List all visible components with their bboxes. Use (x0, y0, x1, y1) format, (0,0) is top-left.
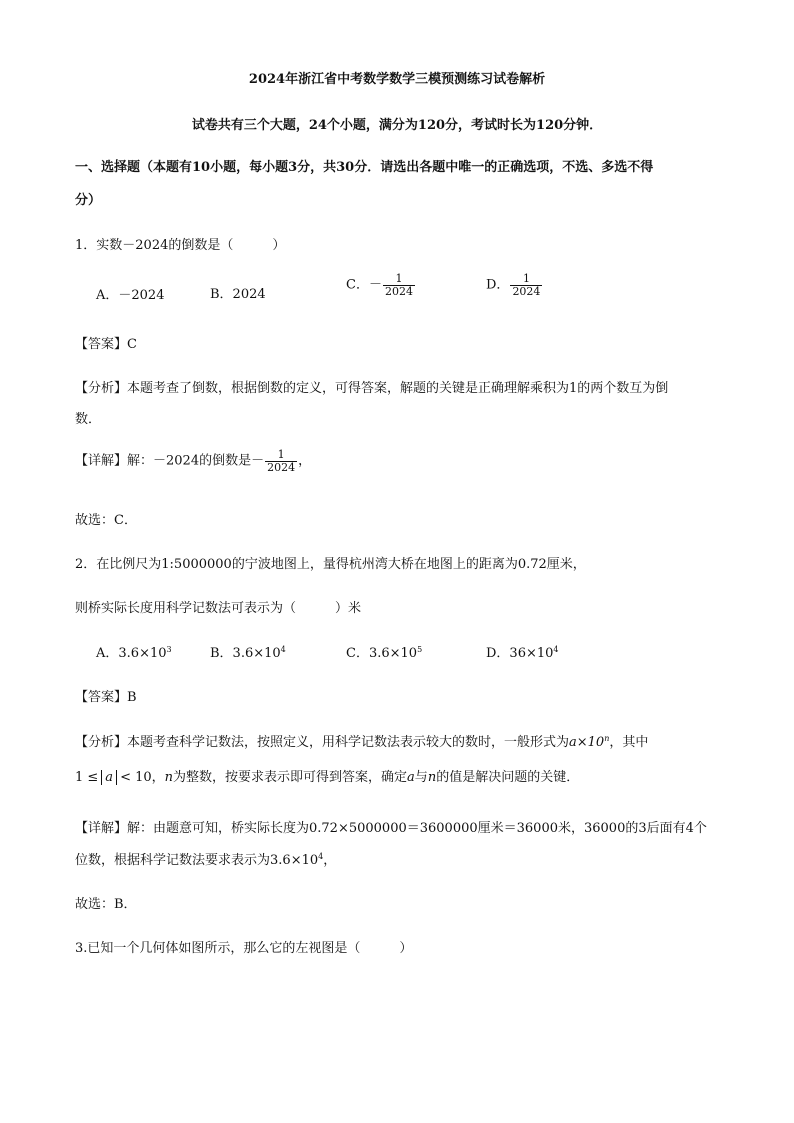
detail-text: 位数，根据科学记数法要求表示为 (75, 853, 271, 868)
section-heading-line2: 分） (75, 193, 102, 208)
detail-fraction (265, 449, 297, 473)
question-2-detail-line2 (75, 849, 336, 868)
question-1-analysis-line1: 【分析】本题考查了倒数，根据倒数的定义，可得答案，解题的关键是正确理解乘积为1的两个数互为倒 (75, 381, 669, 396)
option-b-base: B．3.6×10 (210, 646, 281, 661)
question-1-option-d (486, 273, 543, 297)
option-d-base: D．36×10 (486, 646, 554, 661)
option-a-exponent: 3 (166, 645, 172, 654)
question-1-option-b: B．2024 (210, 287, 266, 302)
question-2-detail-line1: 【详解】解：由题意可知，桥实际长度为0.72×5000000＝3600000厘米＝36000米，36000的3后面有4个 (75, 821, 707, 836)
fraction-denominator: 2024 (384, 284, 413, 298)
exam-intro: 试卷共有三个大题，24个小题，满分为120分，考试时长为120分钟． (191, 118, 603, 133)
question-1-answer: 【答案】C (75, 337, 137, 352)
option-d-fraction (510, 273, 542, 297)
question-2-option-a (96, 642, 172, 661)
variable-n-2: n (427, 770, 437, 785)
detail-suffix: ， (298, 453, 312, 469)
detail-end: ， (323, 853, 337, 868)
question-2-stem-line2: 则桥实际长度用科学记数法可表示为（ ）米 (75, 601, 362, 616)
analysis-formula-exponent: n (604, 734, 610, 743)
question-2-analysis-line1 (75, 731, 648, 750)
section-heading-line1: 一、选择题（本题有10小题，每小题3分，共30分．请选出各题中唯一的正确选项，不选、多选不得 (75, 160, 654, 175)
analysis-text-tail: 的值是解决问题的关键． (436, 770, 580, 785)
question-1-option-c (346, 273, 416, 297)
question-1-stem: 1．实数－2024的倒数是（ ） (75, 238, 286, 253)
question-2-option-c (346, 642, 422, 661)
question-1-analysis-line2: 数． (75, 412, 102, 427)
absolute-value-a: a (101, 770, 117, 785)
analysis-formula-base: a×10 (569, 735, 605, 750)
option-d-label: D． (486, 277, 510, 293)
option-c-fraction (383, 273, 415, 297)
question-2-choose: 故选：B． (75, 897, 137, 912)
option-c-exponent: 5 (417, 645, 423, 654)
question-1-detail (75, 449, 311, 473)
question-2-option-d (486, 642, 559, 661)
question-2-option-b (210, 642, 286, 661)
question-1-option-a: A．－2024 (96, 288, 165, 303)
option-c-label: C．－ (346, 277, 382, 293)
question-1-choose: 故选：C． (75, 513, 137, 528)
fraction-denominator: 2024 (512, 284, 541, 298)
option-a-base: A．3.6×10 (96, 646, 167, 661)
detail-formula-exponent: 4 (318, 852, 324, 861)
option-b-exponent: 4 (280, 645, 286, 654)
fraction-numerator: 1 (395, 272, 403, 285)
document-title: 2024年浙江省中考数学数学三模预测练习试卷解析 (248, 72, 546, 87)
option-c-base: C．3.6×10 (346, 646, 418, 661)
variable-a: a (407, 770, 415, 785)
analysis-text-end: ，其中 (609, 735, 649, 750)
detail-formula-base: 3.6×10 (270, 853, 319, 868)
detail-text: 【详解】解：－2024的倒数是－ (75, 453, 265, 469)
fraction-numerator: 1 (522, 272, 530, 285)
analysis-text-middle: 为整数，按要求表示即可得到答案，确定 (173, 770, 408, 785)
option-d-exponent: 4 (553, 645, 559, 654)
question-2-answer: 【答案】B (75, 690, 137, 705)
variable-n: n (164, 770, 174, 785)
question-2-analysis-line2 (75, 766, 579, 785)
analysis-with: 与 (414, 770, 428, 785)
fraction-numerator: 1 (277, 448, 285, 461)
analysis-inequality-end: < 10， (120, 770, 165, 785)
analysis-text: 【分析】本题考查科学记数法，按照定义，用科学记数法表示较大的数时，一般形式为 (75, 735, 570, 750)
question-3-stem: 3.已知一个几何体如图所示，那么它的左视图是（ ） (75, 941, 413, 956)
fraction-denominator: 2024 (267, 460, 296, 474)
analysis-inequality-start: 1 ≤ (75, 770, 99, 785)
question-2-stem-line1: 2．在比例尺为1:5000000的宁波地图上，量得杭州湾大桥在地图上的距离为0.72厘米， (75, 557, 586, 572)
